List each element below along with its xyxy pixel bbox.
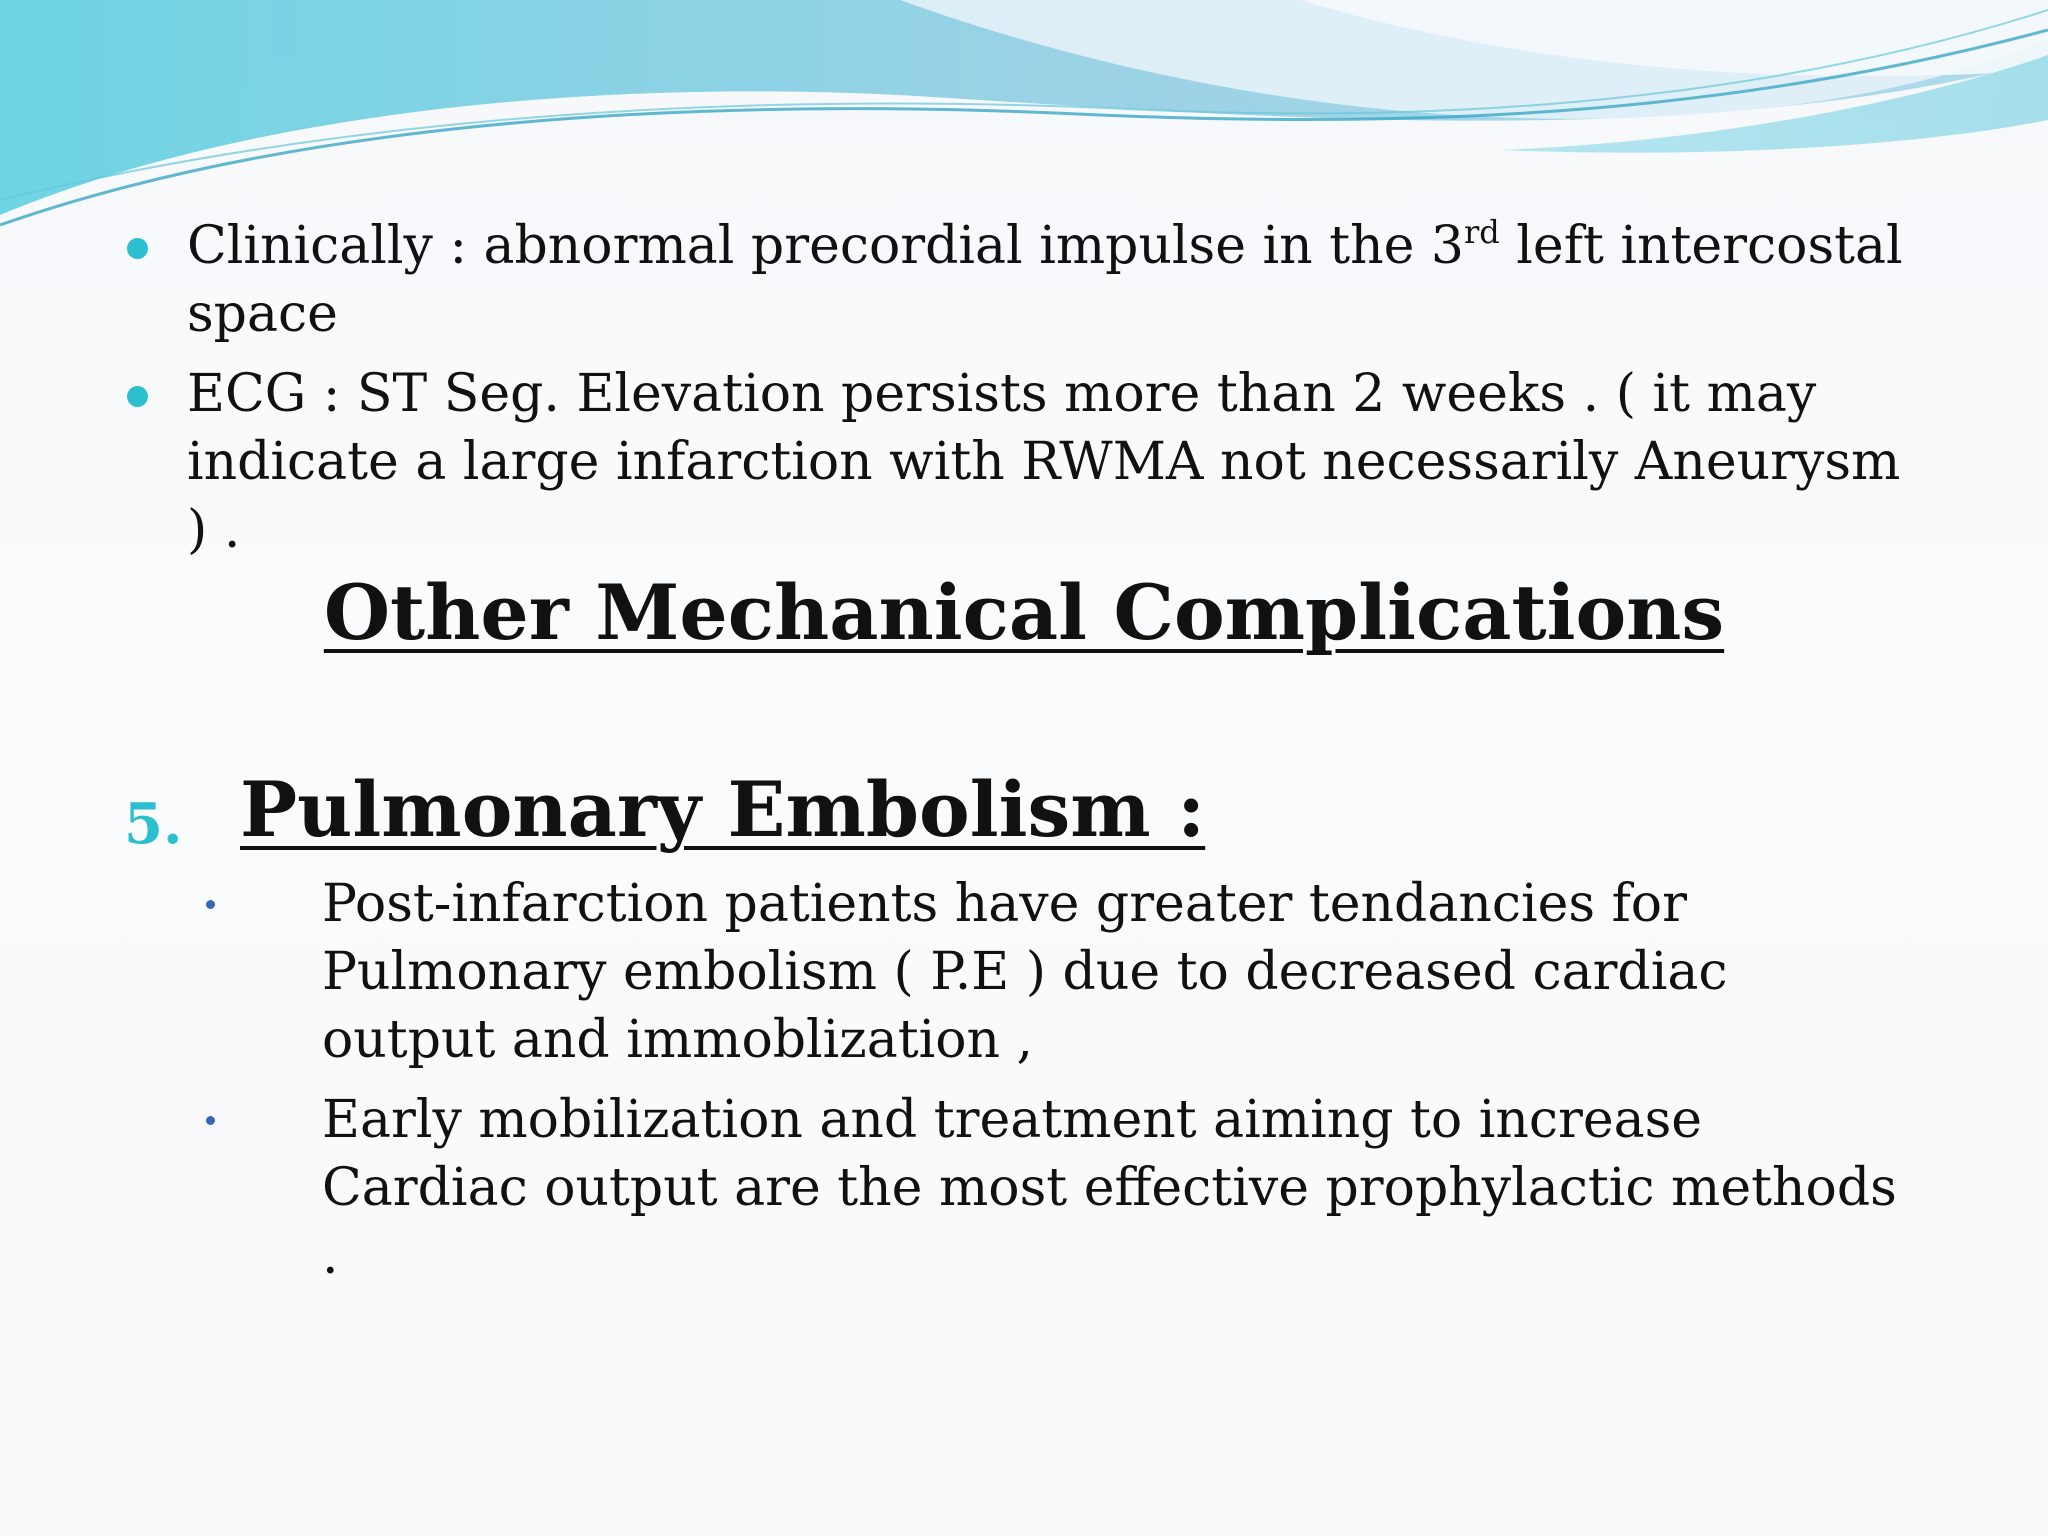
sub-bullet-dot-icon [206,900,215,909]
bullet-text: Clinically : abnormal precordial impulse in the 3 [187,216,1464,276]
bullet-clinically [125,212,1925,348]
section-title: Other Mechanical Complications [323,568,1725,657]
bullet-text: ECG : ST Seg. Elevation persists more than 2 weeks . ( it may indicate a large infarction with RWMA not necessarily Aneurysm ) . [187,364,1901,560]
item-number: 5. [124,791,183,857]
sub-bullet-dot-icon [206,1116,215,1125]
sub-bullet-item [200,1086,1900,1290]
sub-bullet-list [200,870,1900,1302]
header-wave-decoration [0,0,2048,240]
bullet-dot-icon [127,238,148,259]
bullet-text-tail: left intercostal space [187,216,1903,344]
item-heading: Pulmonary Embolism : [240,765,1206,854]
bullet-dot-icon [127,386,148,407]
top-bullet-list [125,212,1925,576]
superscript-rd: rd [1463,213,1500,251]
sub-bullet-text: Early mobilization and treatment aiming to increase Cardiac output are the most effective prophylactic methods . [322,1090,1897,1286]
sub-bullet-item [200,870,1900,1074]
sub-bullet-text: Post-infarction patients have greater tendancies for Pulmonary embolism ( P.E ) due to decreased cardiac output and immoblization , [322,874,1728,1070]
bullet-ecg [125,360,1925,564]
